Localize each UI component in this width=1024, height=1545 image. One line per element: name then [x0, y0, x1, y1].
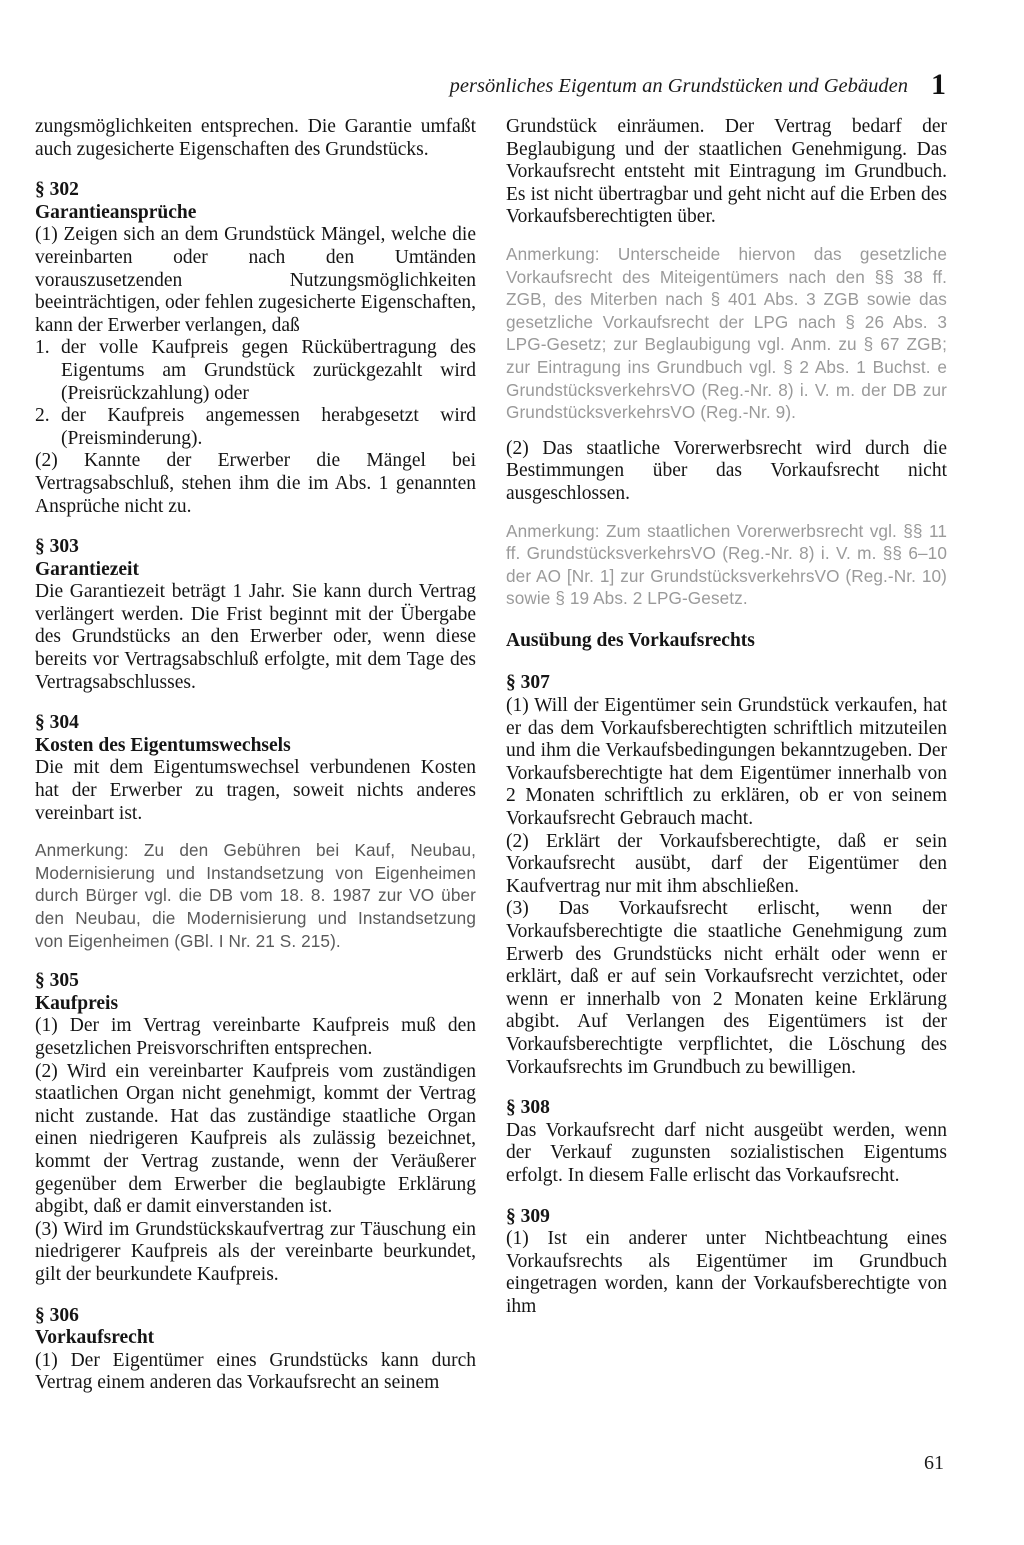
paragraph: Das Vorkaufsrecht darf nicht ausgeübt werden, wenn der Verkauf zugunsten sozialistischen Eigentums erfolgt. In diesem Falle erlischt das Vorkaufsrecht.	[506, 1119, 947, 1186]
list-number: 1.	[35, 337, 50, 359]
section-number: § 306	[35, 1304, 79, 1326]
chapter-number: 1	[931, 68, 946, 101]
section-305	[35, 970, 476, 1286]
section-307	[506, 672, 947, 1079]
section-number: § 309	[506, 1205, 550, 1227]
paragraph: (1) Ist ein anderer unter Nichtbeachtung eines Vorkaufsrechts als Eigentümer im Grundbuch eingetragen worden, kann der Vorkaufsberechtigte von ihm	[506, 1228, 947, 1317]
section-title: Garantieansprüche	[35, 201, 197, 223]
paragraph: (3) Wird im Grundstückskaufvertrag zur Täuschung ein niedrigerer Kaufpreis als der vereinbarte beurkundet, gilt der beurkundete Kaufpreis.	[35, 1218, 476, 1285]
left-column	[35, 116, 476, 1395]
list-item	[35, 405, 476, 450]
paragraph: Die Garantiezeit beträgt 1 Jahr. Sie kann durch Vertrag verlängert werden. Die Frist beginnt mit der Übergabe des Grundstücks an den Erwerber oder, wenn diese bereits vor Vertragsabschluß erfolgte, mit dem Tage des Vertragsabschlusses.	[35, 581, 476, 693]
list-text: der Kaufpreis angemessen herabgesetzt wird (Preisminderung).	[61, 405, 476, 449]
section-302	[35, 179, 476, 518]
annotation-note: Anmerkung: Zum staatlichen Vorerwerbsrecht vgl. §§ 11 ff. GrundstücksverkehrsVO (Reg.-Nr. 8) i. V. m. §§ 6–10 der AO [Nr. 1] zur GrundstücksverkehrsVO (Reg.-Nr. 10) sowie § 19 Abs. 2 LPG-Gesetz.	[506, 520, 947, 609]
section-number: § 305	[35, 970, 79, 992]
list-text: der volle Kaufpreis gegen Rückübertragung des Eigentums am Grundstück zurückgezahlt wird (Preisrückzahlung) oder	[61, 337, 476, 404]
paragraph: (1) Will der Eigentümer sein Grundstück verkaufen, hat er das dem Vorkaufsberechtigten schriftlich mitzuteilen und ihm die Verkaufsbedingungen bekanntzugeben. Der Vorkaufsberechtigte hat dem Eigentümer innerhalb von 2 Monaten schriftlich zu erklären, ob er von seinem Vorkaufsrecht Gebrauch macht.	[506, 695, 947, 830]
header-title: persönliches Eigentum an Grundstücken und Gebäuden	[449, 75, 908, 97]
section-number: § 304	[35, 712, 79, 734]
section-number: § 302	[35, 179, 79, 201]
numbered-list	[35, 337, 476, 450]
section-title: Kaufpreis	[35, 992, 119, 1014]
section-number: § 308	[506, 1097, 550, 1119]
running-header	[0, 68, 1024, 106]
section-number: § 303	[35, 536, 79, 558]
section-title: Vorkaufsrecht	[35, 1327, 155, 1349]
section-title: Kosten des Eigentumswechsels	[35, 734, 291, 756]
list-number: 2.	[35, 405, 50, 427]
list-item	[35, 337, 476, 405]
paragraph: (1) Der Eigentümer eines Grundstücks kann durch Vertrag einem anderen das Vorkaufsrecht an seinem	[35, 1349, 476, 1394]
section-title: Garantiezeit	[35, 558, 139, 580]
intro-continuation	[35, 116, 476, 161]
paragraph: (1) Zeigen sich an dem Grundstück Mängel, welche die vereinbarten oder nach den Umtänden vorauszusetzenden Nutzungsmöglichkeiten beeinträchtigen, oder fehlen zugesicherte Eigenschaften, kann der Erwerber verlangen, daß	[35, 224, 476, 336]
section-306	[35, 1305, 476, 1395]
paragraph: (2) Wird ein vereinbarter Kaufpreis vom zuständigen staatlichen Organ nicht genehmigt, kommt der Vertrag nicht zustande. Hat das zuständige staatliche Organ einen niedrigeren Kaufpreis als zulässig bezeichnet, kommt der Vertrag zustande, wenn der Veräußerer gegenüber dem Erwerber die beglaubigte Erklärung abgibt, daß er damit einverstanden ist.	[35, 1060, 476, 1218]
section-number: § 307	[506, 672, 550, 694]
subsection-heading: Ausübung des Vorkaufsrechts	[506, 629, 755, 651]
page-number: 61	[924, 1452, 944, 1474]
right-column	[506, 116, 947, 1319]
paragraph: (2) Erklärt der Vorkaufsberechtigte, daß er sein Vorkaufsrecht ausübt, darf der Eigentümer den Kaufvertrag nur mit ihm abschließen.	[506, 830, 947, 897]
paragraph: (2) Das staatliche Vorerwerbsrecht wird durch die Bestimmungen über das Vorkaufsrecht nicht ausgeschlossen.	[506, 437, 947, 504]
annotation-note: Anmerkung: Unterscheide hiervon das gesetzliche Vorkaufsrecht des Miteigentümers nach den §§ 38 ff. ZGB, des Miterben nach § 401 Abs. 3 ZGB sowie das gesetzliche Vorkaufsrecht der LPG nach § 26 Abs. 3 LPG-Gesetz; zur Beglaubigung vgl. Anm. zu § 67 ZGB; zur Eintragung ins Grundbuch vgl. § 2 Abs. 1 Buchst. e GrundstücksverkehrsVO (Reg.-Nr. 8) i. V. m. der DB zur GrundstücksverkehrsVO (Reg.-Nr. 9).	[506, 243, 947, 423]
section-308	[506, 1097, 947, 1187]
paragraph: (3) Das Vorkaufsrecht erlischt, wenn der Vorkaufsberechtigte die staatliche Genehmigung zum Erwerb des Grundstücks nicht erhält oder wenn er erklärt, daß er auf sein Vorkaufsrecht verzichtet, oder wenn er innerhalb von 2 Monaten keine Erklärung abgibt. Auf Verlangen des Eigentümers ist der Vorkaufsberechtigte verpflichtet, die Löschung des Vorkaufsrechts im Grundbuch zu bewilligen.	[506, 898, 947, 1078]
annotation-note: Anmerkung: Zu den Gebühren bei Kauf, Neubau, Modernisierung und Instandsetzung von Eigenheimen durch Bürger vgl. die DB vom 18. 8. 1987 zur VO über den Neubau, die Modernisierung und Instandsetzung von Eigenheimen (GBl. I Nr. 21 S. 215).	[35, 840, 476, 951]
paragraph: zungsmöglichkeiten entsprechen. Die Garantie umfaßt auch zugesicherte Eigenschaften des Grundstücks.	[35, 116, 476, 160]
paragraph: Die mit dem Eigentumswechsel verbundenen Kosten hat der Erwerber zu tragen, soweit nichts anderes vereinbart ist.	[35, 757, 476, 824]
paragraph: Grundstück einräumen. Der Vertrag bedarf der Beglaubigung und der staatlichen Genehmigung. Das Vorkaufsrecht entsteht mit Eintragung im Grundbuch. Es ist nicht übertragbar und geht nicht auf die Erben des Vorkaufsberechtigten über.	[506, 116, 947, 228]
paragraph: (2) Kannte der Erwerber die Mängel bei Vertragsabschluß, stehen ihm die im Abs. 1 genannten Ansprüche nicht zu.	[35, 450, 476, 517]
paragraph: (1) Der im Vertrag vereinbarte Kaufpreis muß den gesetzlichen Preisvorschriften entsprechen.	[35, 1015, 476, 1059]
section-303	[35, 536, 476, 694]
section-309	[506, 1206, 947, 1319]
section-304	[35, 712, 476, 952]
